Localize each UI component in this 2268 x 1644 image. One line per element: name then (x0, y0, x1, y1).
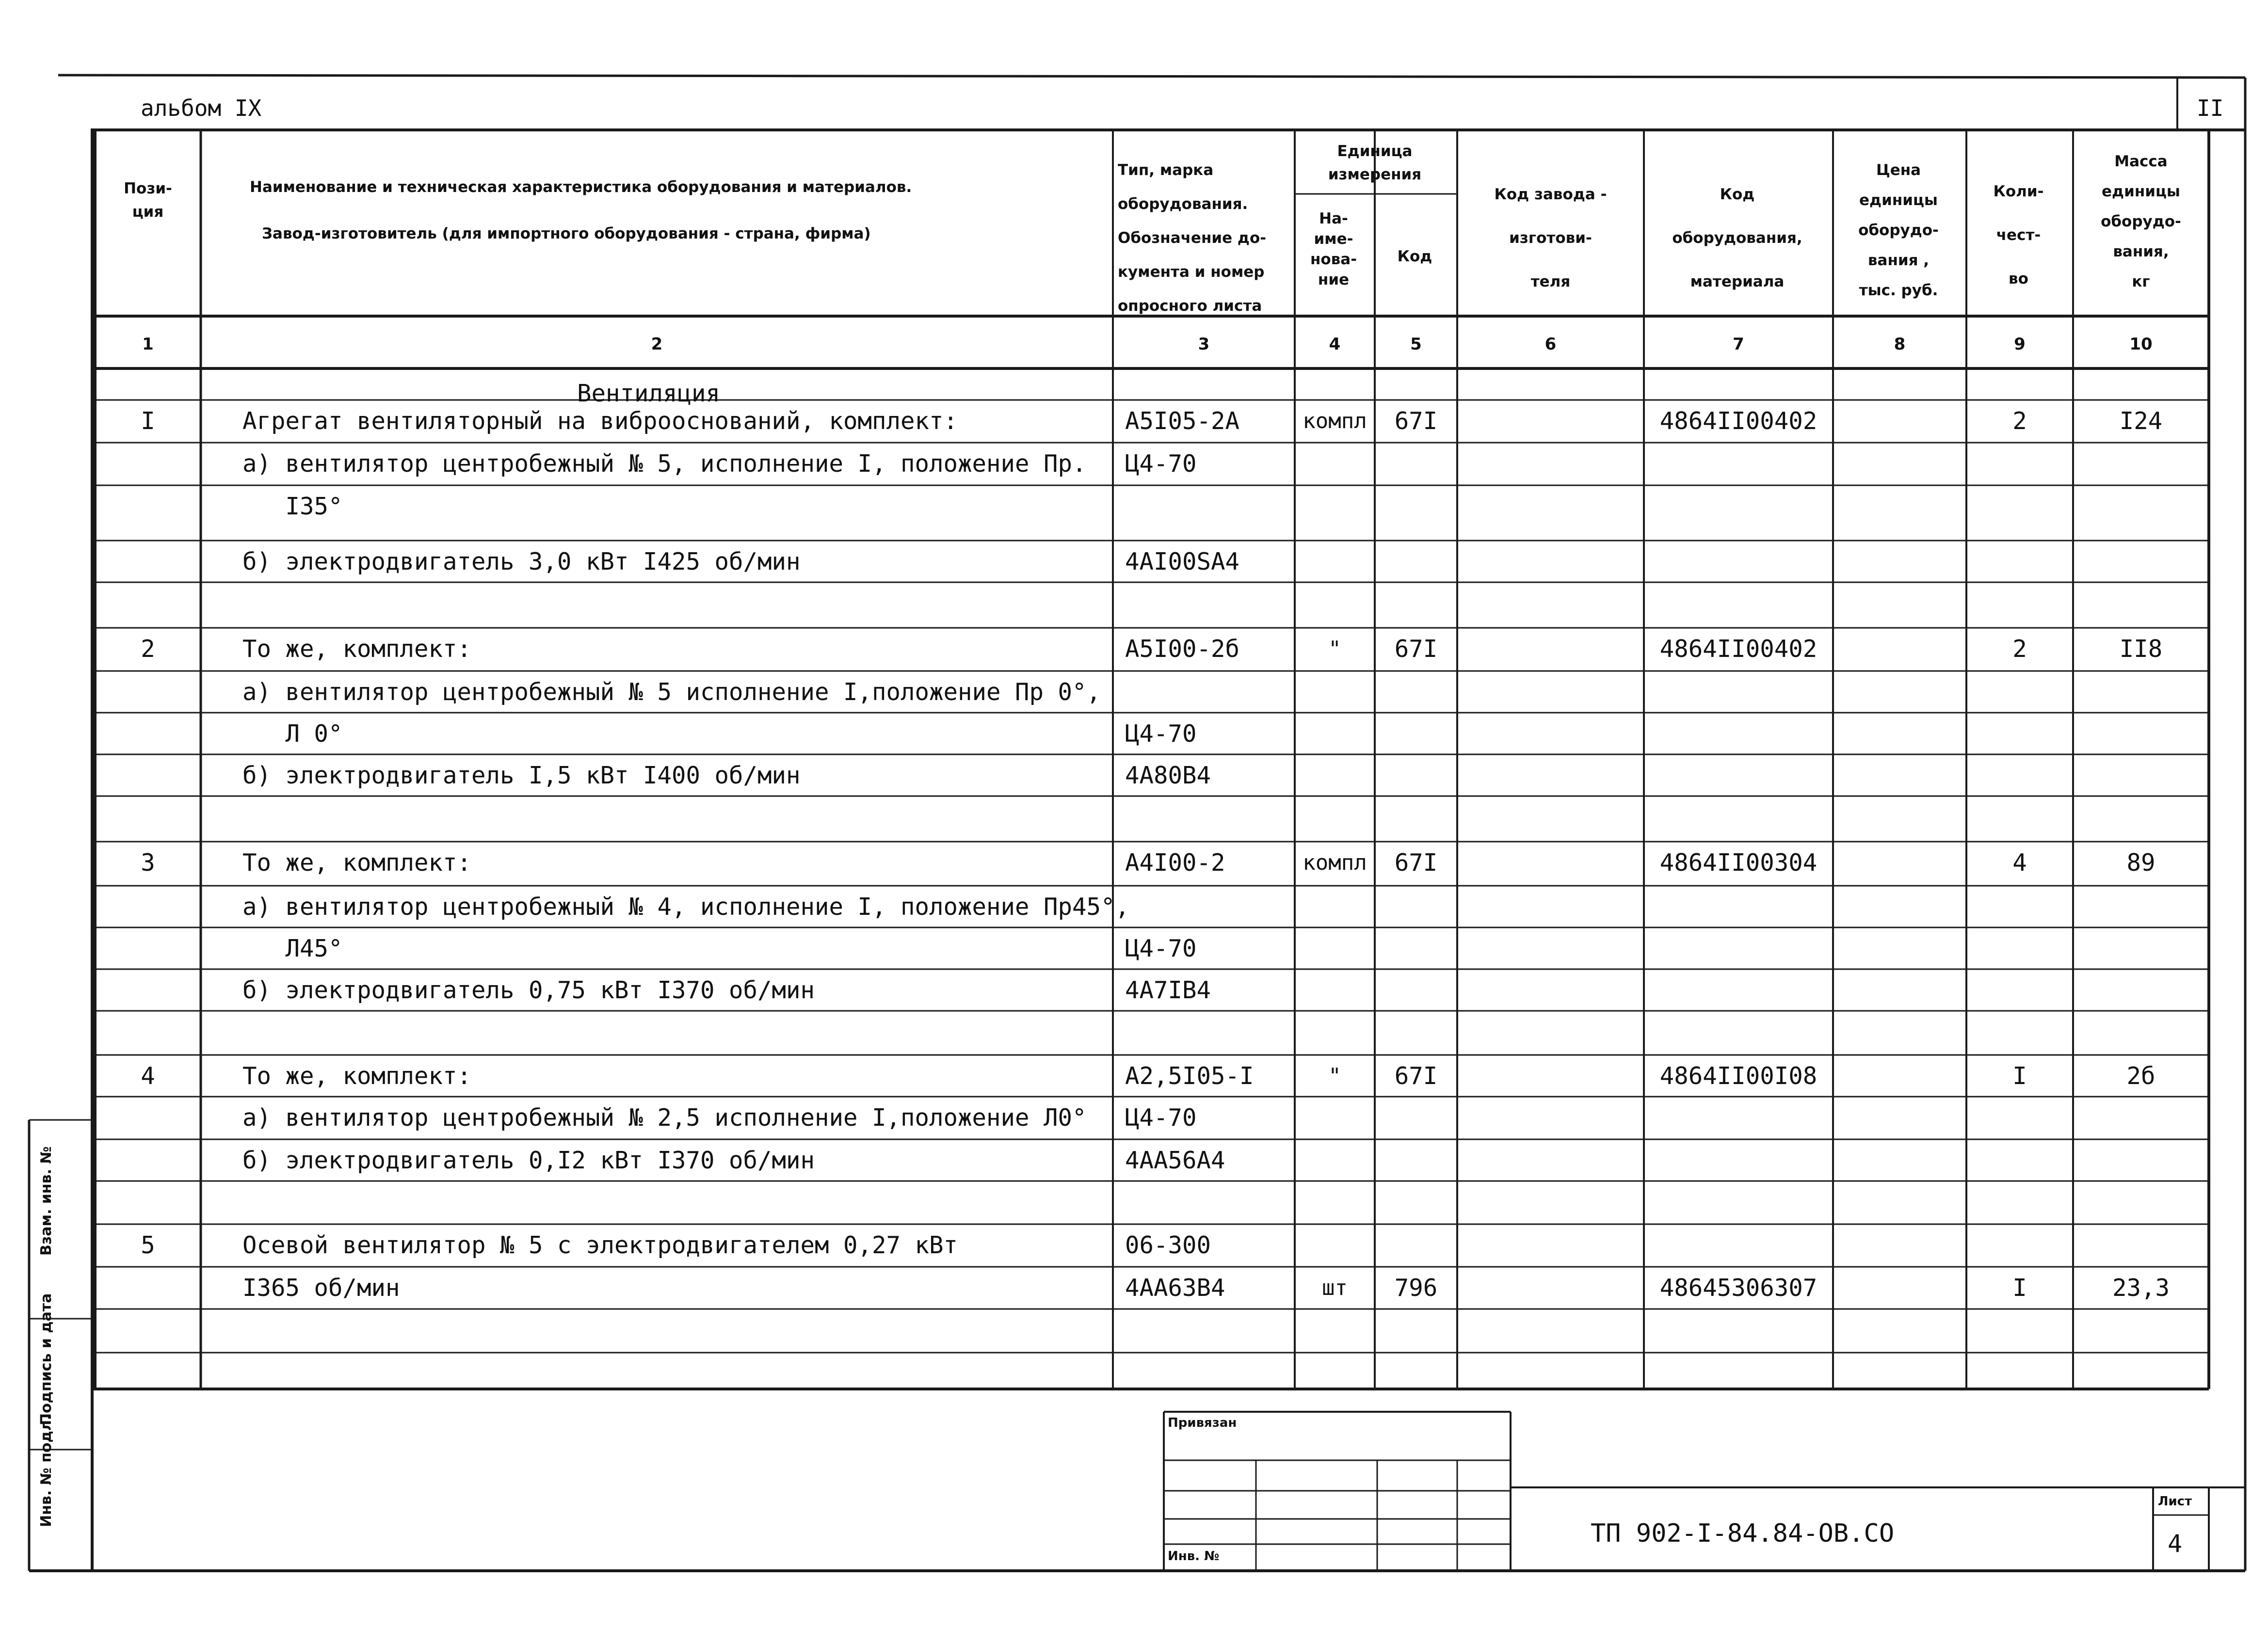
column-number: 7 (1733, 335, 1744, 354)
album-label: альбом IX (141, 95, 262, 121)
section-title: Вентиляция (577, 380, 721, 407)
header-type: Тип, марка оборудования. Обозначение до- кумента и номер опросного листа (1118, 161, 1267, 315)
row-name: а) вентилятор центробежный № 5, исполнение I, положение Пр. (242, 450, 1087, 478)
header-unit-name: На- име- нова- ние (1310, 210, 1357, 288)
row-unit-code: 67I (1394, 1062, 1438, 1090)
side-label-sign-date: Подпись и дата (38, 1293, 55, 1425)
header-unit-group: Единица измерения (1328, 143, 1422, 183)
row-unit: шт (1322, 1276, 1348, 1300)
row-unit-code: 796 (1394, 1274, 1438, 1302)
header-equipment-code: Код оборудования, материала (1672, 186, 1802, 290)
row-quantity: 4 (2012, 849, 2027, 877)
row-unit: компл (1303, 850, 1367, 875)
row-unit: " (1328, 637, 1341, 661)
row-type: 4АА63В4 (1125, 1274, 1225, 1302)
sheet-number: 4 (2167, 1530, 2183, 1558)
column-number: 2 (651, 335, 663, 354)
header-plant-code: Код завода - изготови- теля (1494, 186, 1607, 290)
page-corner-number: II (2197, 95, 2224, 121)
row-position: 3 (141, 849, 155, 877)
row-quantity: 2 (2012, 407, 2027, 435)
row-name: а) вентилятор центробежный № 2,5 исполнение I,положение Л0° (242, 1104, 1087, 1132)
row-mass: 89 (2126, 849, 2155, 877)
row-name: б) электродвигатель 3,0 кВт I425 об/мин (242, 548, 801, 575)
frame-top-line (58, 75, 2245, 78)
row-equipment-code: 48645306307 (1659, 1274, 1818, 1302)
row-position: 4 (141, 1062, 155, 1090)
row-type: А2,5I05-I (1125, 1062, 1254, 1090)
sheet-label: Лист (2157, 1494, 2192, 1509)
column-number: 8 (1894, 335, 1906, 354)
row-unit-code: 67I (1394, 407, 1438, 435)
row-name: Л 0° (242, 720, 343, 748)
row-type: А5I05-2А (1125, 407, 1240, 435)
side-label-inv-orig: Инв. № подл. (38, 1414, 55, 1527)
row-mass: 2б (2126, 1062, 2155, 1090)
row-equipment-code: 4864II00402 (1659, 407, 1818, 435)
row-position: 5 (141, 1231, 155, 1259)
column-number: 3 (1198, 335, 1210, 354)
column-number: 1 (142, 335, 154, 354)
row-mass: I24 (2119, 407, 2163, 435)
header-mass: Масса единицы оборудо- вания, кг (2101, 153, 2181, 290)
row-type: Ц4-70 (1125, 935, 1197, 962)
row-quantity: 2 (2012, 635, 2027, 663)
header-quantity: Коли- чест- во (1993, 183, 2044, 287)
row-name: Осевой вентилятор № 5 с электродвигателем 0,27 кВт (242, 1231, 958, 1259)
row-unit-code: 67I (1394, 849, 1438, 877)
row-name: б) электродвигатель 0,I2 кВт I370 об/мин (242, 1147, 815, 1174)
row-type: 4АА56А4 (1125, 1147, 1225, 1174)
row-name: б) электродвигатель I,5 кВт I400 об/мин (242, 762, 801, 789)
row-equipment-code: 4864II00304 (1659, 849, 1818, 877)
side-label-replace-inv: Взам. инв. № (38, 1146, 55, 1256)
row-name: а) вентилятор центробежный № 5 исполнение I,положение Пр 0°, (242, 678, 1101, 706)
header-position: Пози- ция (124, 180, 172, 221)
column-number: 4 (1329, 335, 1341, 354)
row-type: А4I00-2 (1125, 849, 1225, 877)
row-unit-code: 67I (1394, 635, 1438, 663)
row-name: I365 об/мин (242, 1274, 400, 1302)
row-type: Ц4-70 (1125, 450, 1197, 478)
row-quantity: I (2012, 1274, 2027, 1302)
row-equipment-code: 4864II00402 (1659, 635, 1818, 663)
row-mass: II8 (2119, 635, 2163, 663)
row-name: То же, комплект: (242, 849, 472, 877)
row-type: 4А7IВ4 (1125, 976, 1211, 1004)
document-code: ТП 902-I-84.84-ОВ.СО (1591, 1519, 1895, 1548)
row-name: Агрегат вентиляторный на виброоснований, комплект: (242, 407, 958, 435)
header-unit-code: Код (1397, 248, 1432, 265)
row-type: Ц4-70 (1125, 720, 1197, 748)
row-name: I35° (242, 493, 343, 520)
row-name: Л45° (242, 935, 343, 962)
header-price: Цена единицы оборудо- вания , тыс. руб. (1858, 161, 1939, 299)
row-position: I (141, 407, 155, 435)
stamp-inv-label: Инв. № (1168, 1549, 1220, 1564)
row-name: То же, комплект: (242, 635, 472, 663)
column-number: 9 (2014, 335, 2026, 354)
row-type: А5I00-2б (1125, 635, 1240, 663)
row-name: б) электродвигатель 0,75 кВт I370 об/мин (242, 976, 815, 1004)
row-name: То же, комплект: (242, 1062, 472, 1090)
row-name: а) вентилятор центробежный № 4, исполнение I, положение Пр45°, (242, 893, 1130, 921)
row-position: 2 (141, 635, 155, 663)
row-quantity: I (2012, 1062, 2027, 1090)
header-name-line1: Наименование и техническая характеристика оборудования и материалов. (250, 178, 912, 196)
row-unit: компл (1303, 409, 1367, 433)
column-number: 10 (2129, 335, 2153, 354)
row-type: 4АI00SА4 (1125, 548, 1240, 575)
column-number: 5 (1410, 335, 1422, 354)
stamp-bound-label: Привязан (1168, 1416, 1237, 1430)
row-type: 06-300 (1125, 1231, 1211, 1259)
row-mass: 23,3 (2112, 1274, 2170, 1302)
row-unit: " (1328, 1064, 1341, 1088)
row-type: Ц4-70 (1125, 1104, 1197, 1132)
row-equipment-code: 4864II00I08 (1659, 1062, 1818, 1090)
header-name-line2: Завод-изготовитель (для импортного оборудования - страна, фирма) (262, 225, 871, 242)
row-type: 4А80В4 (1125, 762, 1211, 789)
column-number: 6 (1544, 335, 1557, 354)
